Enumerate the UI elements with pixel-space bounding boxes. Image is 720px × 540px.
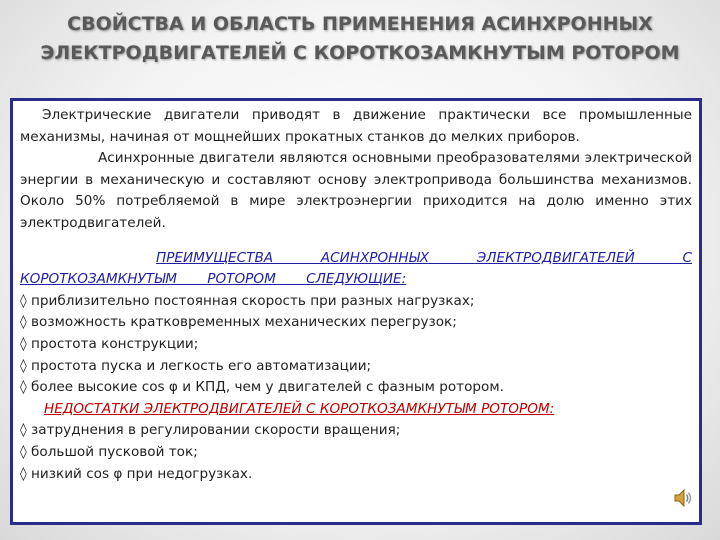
slide-title-line-1: СВОЙСТВА И ОБЛАСТЬ ПРИМЕНЕНИЯ АСИНХРОННЫХ bbox=[67, 13, 653, 35]
advantages-item: ◊ возможность кратковременных механических перегрузок; bbox=[20, 314, 457, 331]
disadvantages-item: ◊ большой пусковой ток; bbox=[20, 443, 198, 460]
advantages-item: ◊ приблизительно постоянная скорость при разных нагрузках; bbox=[20, 292, 475, 309]
disadvantages-item: ◊ затруднения в регулировании скорости вращения; bbox=[20, 422, 401, 439]
advantages-item: ◊ простота пуска и легкость его автоматизации; bbox=[20, 357, 372, 374]
disadvantages-heading: НЕДОСТАТКИ ЭЛЕКТРОДВИГАТЕЛЕЙ С КОРОТКОЗАМКНУТЫМ РОТОРОМ: bbox=[44, 400, 555, 417]
slide-title-line-2: ЭЛЕКТРОДВИГАТЕЛЕЙ С КОРОТКОЗАМКНУТЫМ РОТОРОМ bbox=[40, 42, 680, 64]
advantages-heading: ПРЕИМУЩЕСТВА АСИНХРОННЫХ ЭЛЕКТРОДВИГАТЕЛЕЙ С КОРОТКОЗАМКНУТЫМ РОТОРОМ СЛЕДУЮЩИЕ: bbox=[20, 249, 692, 288]
disadvantages-item: ◊ низкий cos φ при недогрузках. bbox=[20, 465, 253, 482]
advantages-list bbox=[20, 291, 692, 399]
intro-paragraph-1: Электрические двигатели приводят в движение практически все промышленные механизмы, начиная от мощнейших прокатных станков до мелких приборов. bbox=[20, 107, 692, 145]
intro-paragraph-2: Асинхронные двигатели являются основными преобразователями электрической энергии в механическую и составляют основу электропривода большинства механизмов. Около 50% потребляемой в мире электроэнергии приходится на долю именно этих электродвигателей. bbox=[20, 150, 692, 231]
content-box bbox=[10, 98, 702, 525]
slide-title bbox=[0, 10, 720, 68]
advantages-item: ◊ более высокие cos φ и КПД, чем у двигателей с фазным ротором. bbox=[20, 379, 504, 396]
content-text bbox=[20, 105, 692, 485]
advantages-item: ◊ простота конструкции; bbox=[20, 335, 199, 352]
speaker-icon[interactable] bbox=[672, 487, 694, 509]
disadvantages-list bbox=[20, 420, 692, 485]
